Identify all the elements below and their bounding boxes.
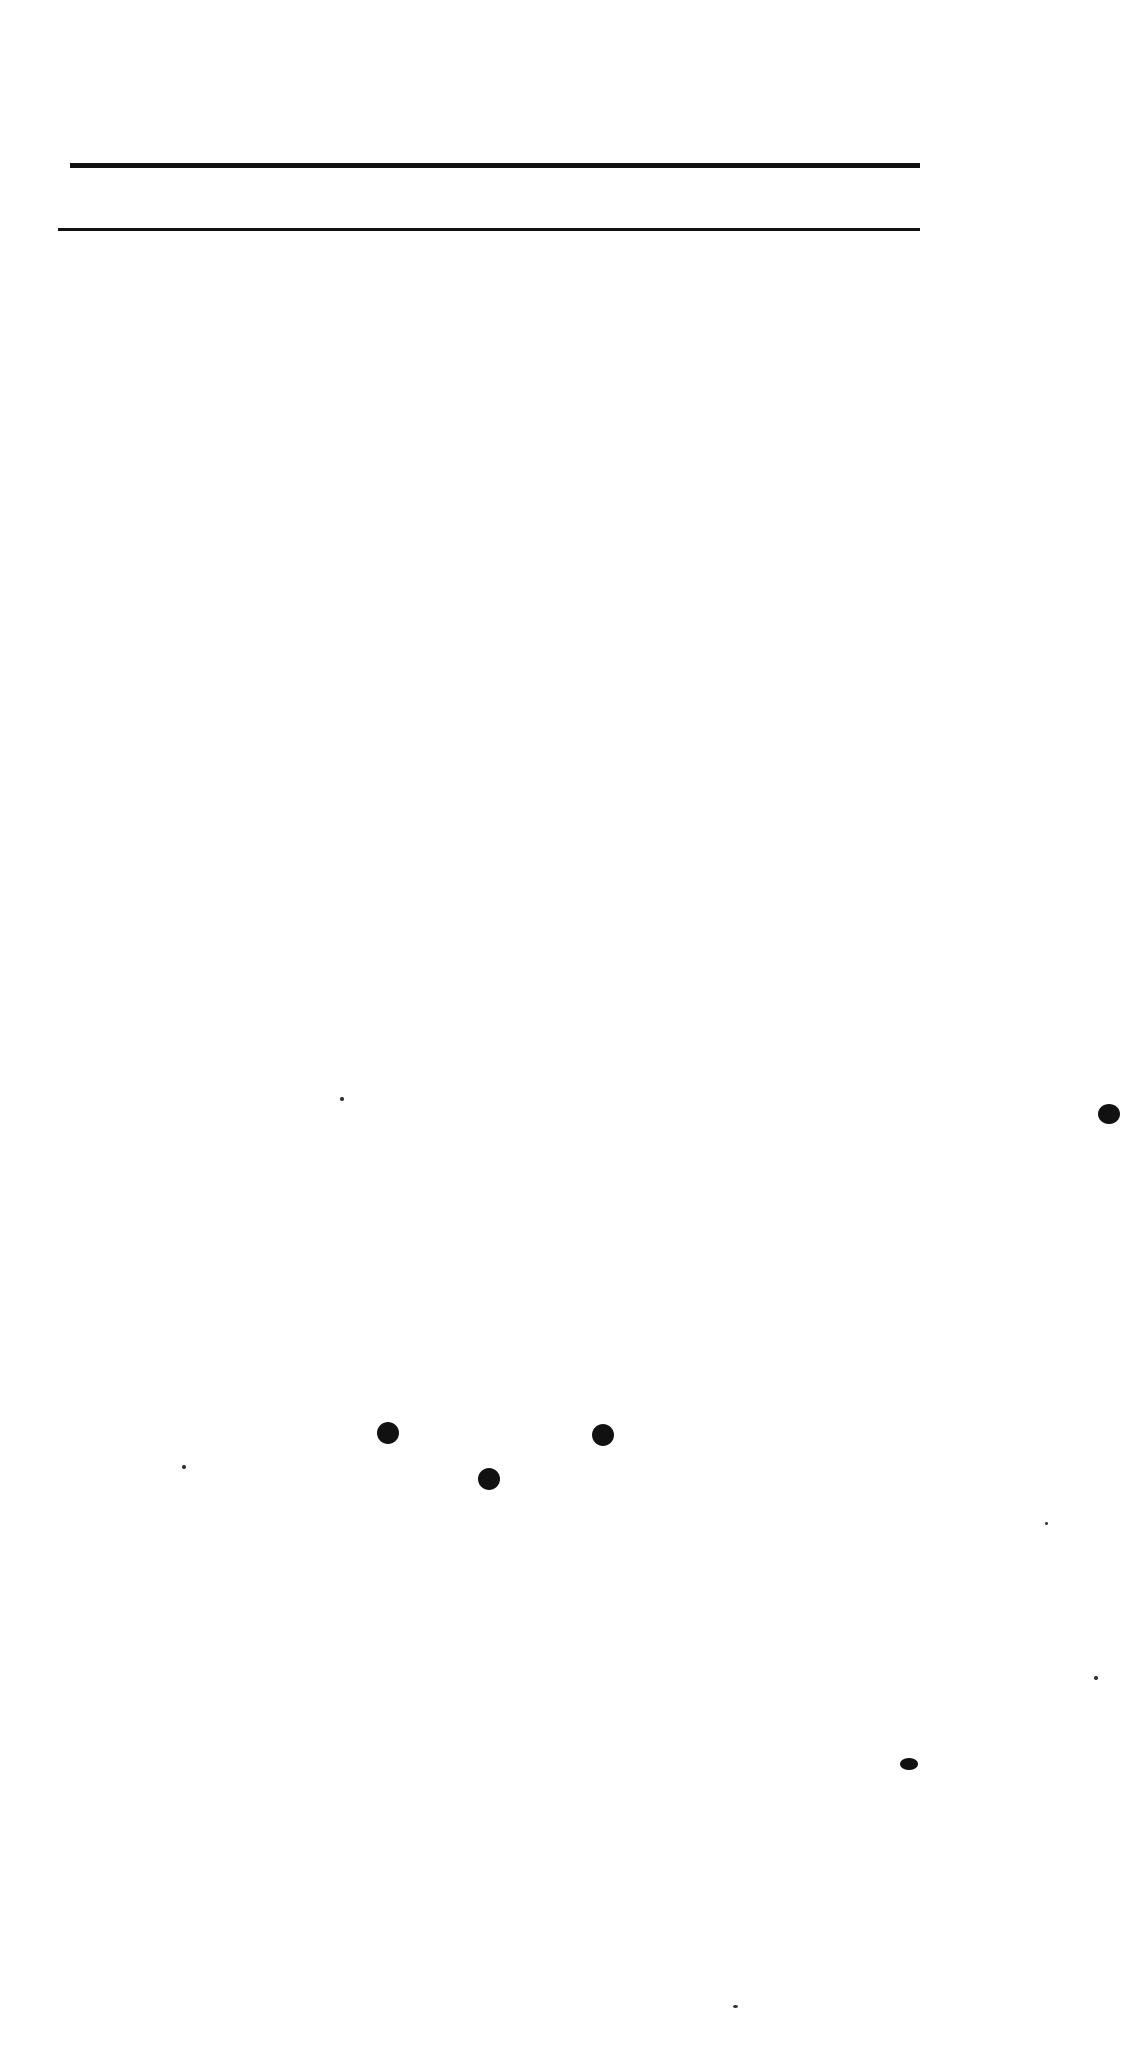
header-rule-top [70,163,920,168]
ink-blot [1098,1104,1120,1124]
scan-speck [182,1465,186,1469]
scan-speck [1094,1676,1098,1680]
ornament-dot [592,1424,614,1446]
scan-speck [733,2005,738,2008]
scan-speck [340,1097,344,1101]
scan-speck [1045,1522,1048,1525]
ornament-dot [478,1468,500,1490]
ornament-dot [377,1422,399,1444]
header-rule-bottom [58,228,920,231]
ink-blot [900,1758,918,1770]
